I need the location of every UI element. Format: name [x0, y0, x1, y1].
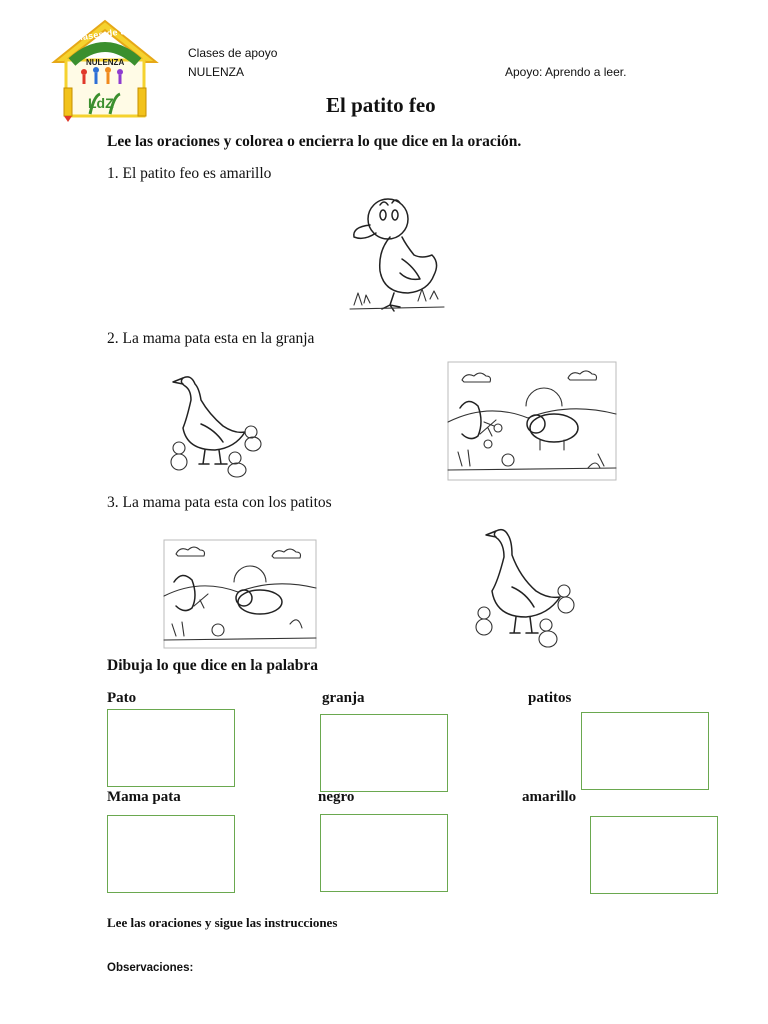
main-instruction: Lee las oraciones y colorea o encierra lo que dice en la oración. [107, 133, 522, 150]
word-label-negro: negro [318, 789, 355, 805]
mother-duck-drawing [165, 370, 265, 488]
drawing-box-amarillo[interactable] [590, 816, 718, 894]
question-3: 3. La mama pata esta con los patitos [107, 494, 332, 511]
word-label-mama-pata: Mama pata [107, 789, 181, 805]
org-name-line2: NULENZA [188, 65, 245, 79]
farm-scene-drawing-2 [164, 540, 316, 648]
logo-arc-text: Clases de apoyo [72, 22, 149, 44]
farm-scene-drawing [448, 362, 616, 480]
drawing-box-patitos[interactable] [581, 712, 709, 790]
org-name-line1: Clases de apoyo [188, 46, 278, 60]
word-label-amarillo: amarillo [522, 789, 577, 805]
drawing-box-mama-pata[interactable] [107, 815, 235, 893]
drawing-box-pato[interactable] [107, 709, 235, 787]
word-label-patitos: patitos [528, 690, 572, 706]
subject-label: Apoyo: Aprendo a leer. [505, 65, 627, 79]
duckling-drawing [348, 193, 448, 318]
logo-monogram: LdZ [88, 95, 114, 111]
drawing-box-negro[interactable] [320, 814, 448, 892]
page-title: El patito feo [326, 93, 436, 117]
question-2: 2. La mama pata esta en la granja [107, 330, 315, 347]
word-label-granja: granja [322, 690, 365, 706]
draw-heading: Dibuja lo que dice en la palabra [107, 657, 318, 674]
mother-duck-drawing-2 [470, 525, 580, 657]
drawing-box-granja[interactable] [320, 714, 448, 792]
logo-banner: NULENZA [86, 58, 125, 67]
question-1: 1. El patito feo es amarillo [107, 165, 272, 182]
footer-instruction: Lee las oraciones y sigue las instrucciones [107, 915, 338, 930]
observations-label: Observaciones: [107, 962, 194, 974]
word-label-pato: Pato [107, 690, 137, 706]
